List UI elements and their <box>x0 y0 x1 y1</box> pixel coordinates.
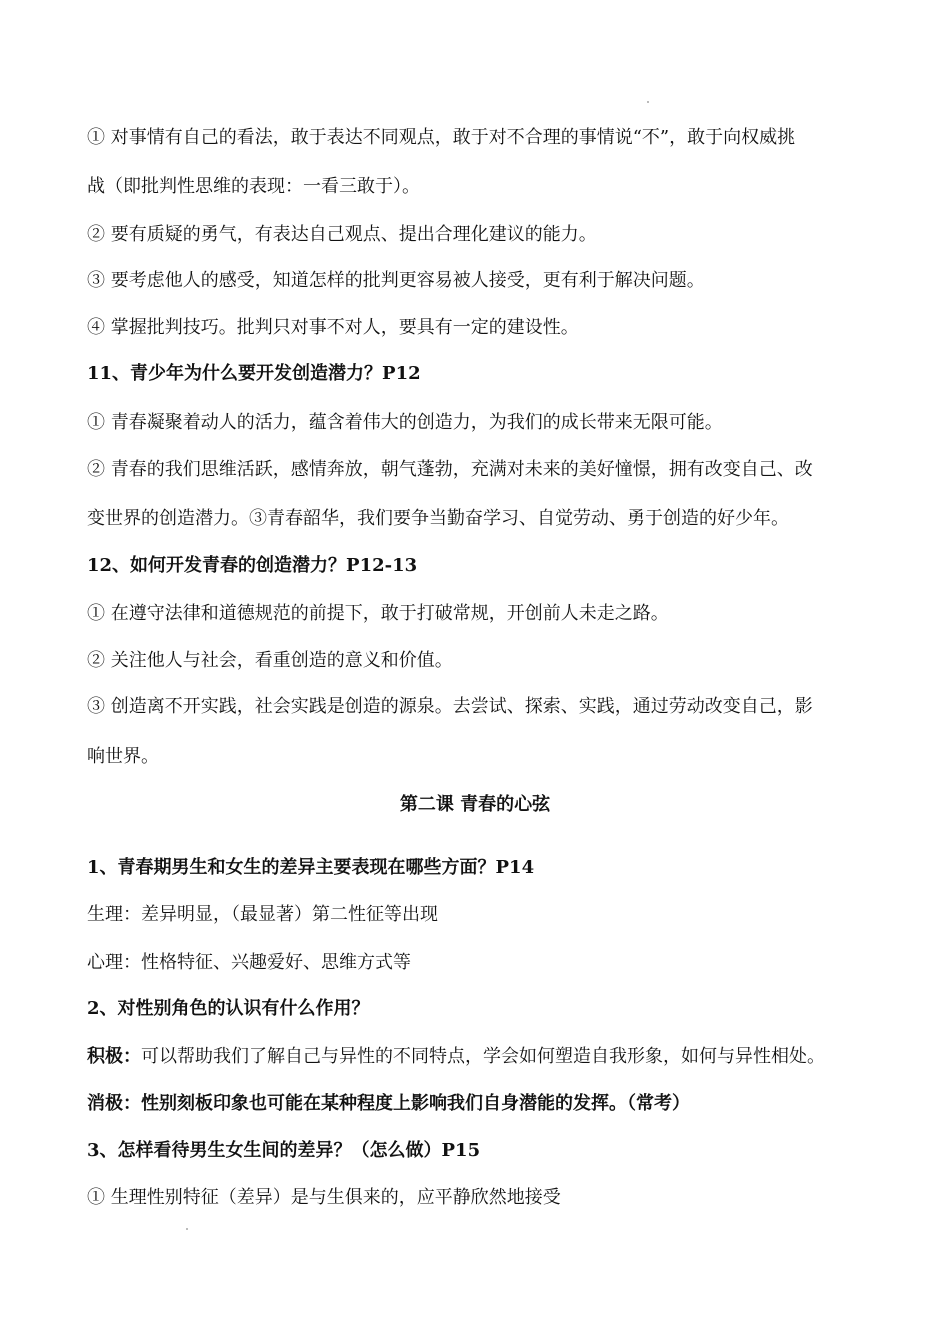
lesson-2-question-1-heading: 1、青春期男生和女生的差异主要表现在哪些方面？P14 <box>87 857 535 878</box>
lesson-2-question-2-negative: 消极：性别刻板印象也可能在某种程度上影响我们自身潜能的发挥。（常考） <box>87 1093 690 1114</box>
positive-label: 积极： <box>87 1046 141 1067</box>
question-12-answer-1: ① 在遵守法律和道德规范的前提下，敢于打破常规，开创前人未走之路。 <box>87 603 669 624</box>
scan-dot-bottom <box>186 1228 188 1230</box>
paragraph-item-3: ③ 要考虑他人的感受，知道怎样的批判更容易被人接受，更有利于解决问题。 <box>87 270 705 291</box>
lesson-2-question-1-physical: 生理：差异明显，（最显著）第二性征等出现 <box>87 904 438 925</box>
question-11-answer-2-line-2: 变世界的创造潜力。③青春韶华，我们要争当勤奋学习、自觉劳动、勇于创造的好少年。 <box>87 508 789 529</box>
lesson-2-question-1-mental: 心理：性格特征、兴趣爱好、思维方式等 <box>87 952 411 973</box>
lesson-2-title: 第二课 青春的心弦 <box>399 794 551 815</box>
lesson-2-question-3-heading: 3、怎样看待男生女生间的差异？（怎么做）P15 <box>87 1140 481 1161</box>
lesson-2-question-2-heading: 2、对性别角色的认识有什么作用？ <box>87 998 370 1019</box>
lesson-2-question-2-positive <box>87 1045 870 1069</box>
question-12-answer-3-line-2: 响世界。 <box>87 746 159 767</box>
question-11-answer-1: ① 青春凝聚着动人的活力，蕴含着伟大的创造力，为我们的成长带来无限可能。 <box>87 412 723 433</box>
question-11-heading: 11、青少年为什么要开发创造潜力？P12 <box>87 363 421 384</box>
question-11-answer-2-line-1: ② 青春的我们思维活跃，感情奔放，朝气蓬勃，充满对未来的美好憧憬，拥有改变自己、改 <box>87 459 813 480</box>
lesson-2-question-3-answer-1: ① 生理性别特征（差异）是与生俱来的，应平静欣然地接受 <box>87 1187 561 1208</box>
question-12-answer-2: ② 关注他人与社会，看重创造的意义和价值。 <box>87 650 453 671</box>
question-12-answer-3-line-1: ③ 创造离不开实践，社会实践是创造的源泉。去尝试、探索、实践，通过劳动改变自己，影 <box>87 696 813 717</box>
question-12-heading: 12、如何开发青春的创造潜力？P12-13 <box>87 555 418 576</box>
paragraph-item-1-line-1: ① 对事情有自己的看法，敢于表达不同观点，敢于对不合理的事情说“不”，敢于向权威挑 <box>87 127 796 148</box>
positive-text: 可以帮助我们了解自己与异性的不同特点，学会如何塑造自我形象，如何与异性相处。 <box>141 1046 825 1067</box>
paragraph-item-4: ④ 掌握批判技巧。批判只对事不对人，要具有一定的建设性。 <box>87 317 579 338</box>
scan-dot-top <box>647 101 649 103</box>
paragraph-item-2: ② 要有质疑的勇气，有表达自己观点、提出合理化建议的能力。 <box>87 224 597 245</box>
paragraph-item-1-line-2: 战（即批判性思维的表现：一看三敢于）。 <box>87 176 420 197</box>
